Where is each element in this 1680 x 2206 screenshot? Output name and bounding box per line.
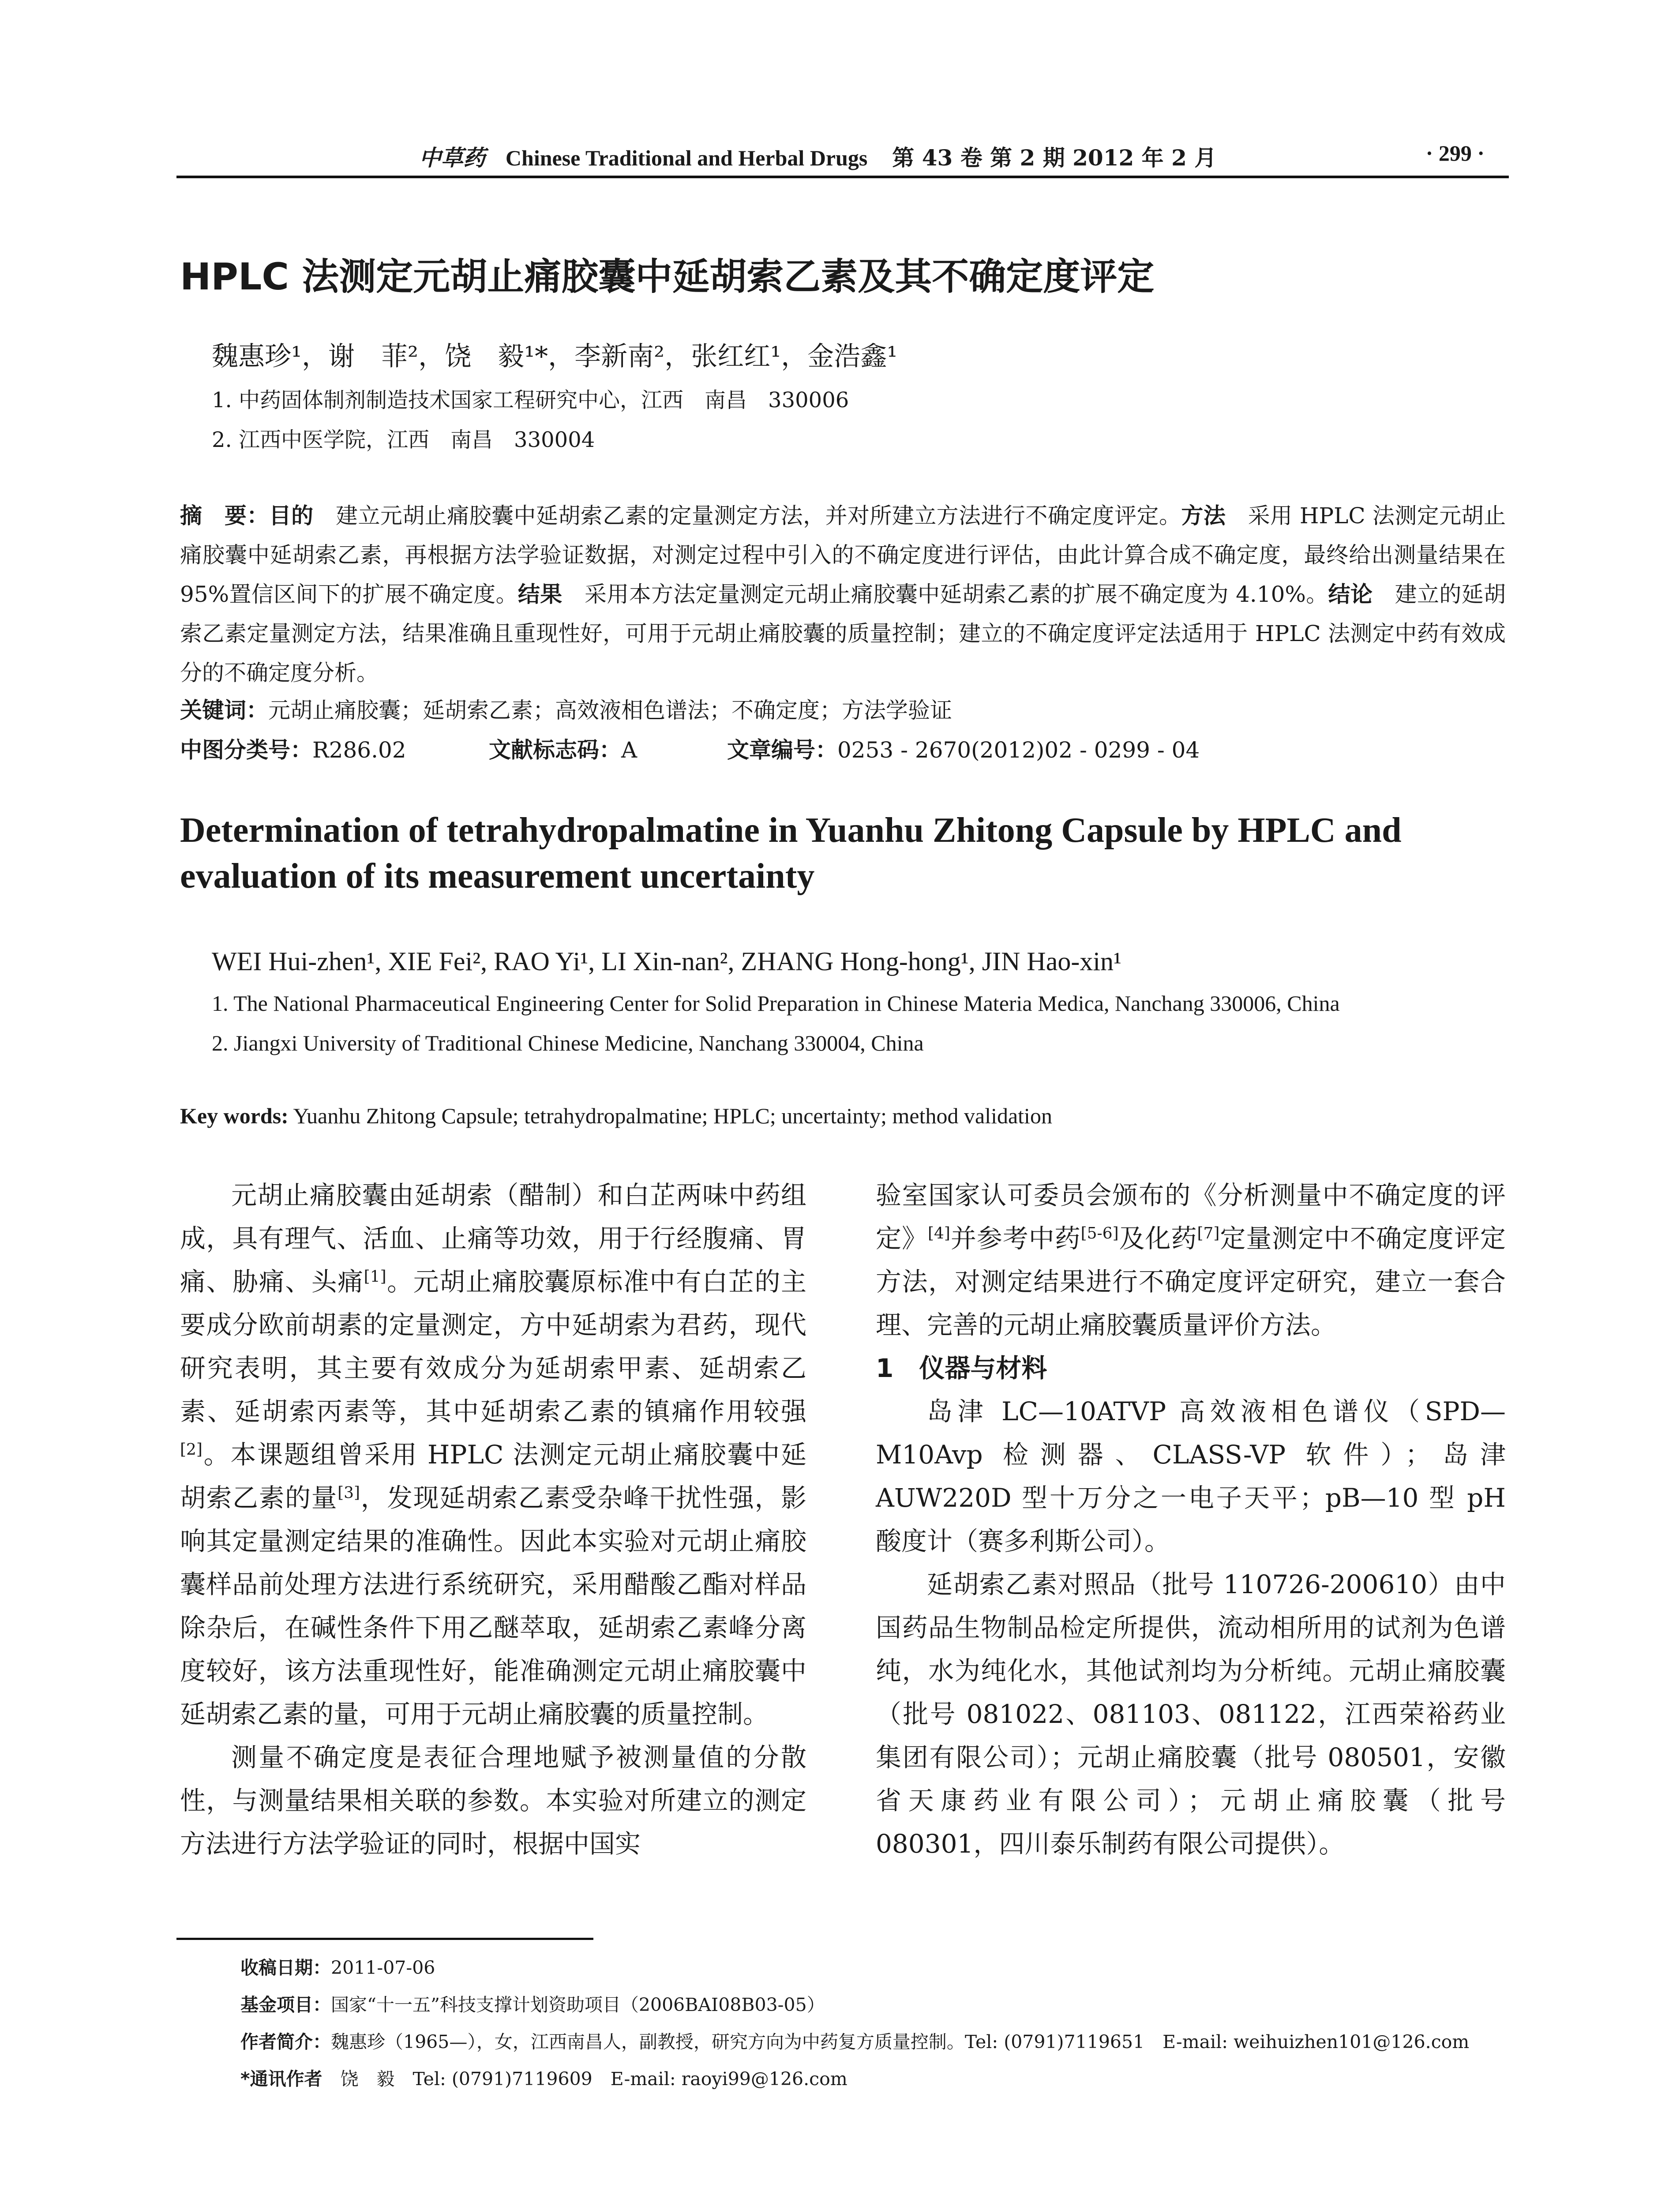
journal-line xyxy=(419,140,1216,172)
article-number-value: 0253 - 2670(2012)02 - 0299 - 04 xyxy=(837,737,1200,763)
doc-code-label: 文献标志码： xyxy=(489,737,621,763)
chinese-keywords xyxy=(180,693,952,724)
footnote-author: 作者简介：魏惠珍（1965—），女，江西南昌人，副教授，研究方向为中药复方质量控制。Tel: (0791)7119651 E-mail: weihuizhen101@126.com xyxy=(240,2031,1470,2052)
citation: [1] xyxy=(364,1268,386,1286)
body-left-column xyxy=(180,1174,806,1865)
article-number-label: 文章编号： xyxy=(727,737,837,763)
conclusion-label: 结论 xyxy=(1328,582,1373,607)
chinese-abstract xyxy=(180,496,1506,693)
clc-field xyxy=(180,732,406,764)
issue-info: 第 43 卷 第 2 期 2012 年 2 月 xyxy=(892,145,1217,171)
intro-paragraph-2-continued: 验室国家认可委员会颁布的《分析测量中不确定度的评定》[4]并参考中药[5-6]及化药[7]定量测定中不确定度评定方法，对测定结果进行不确定度评定研究，建立一套合理、完善的元胡止痛胶囊质量评价方法。 xyxy=(876,1180,1506,1340)
english-keywords-text: Yuanhu Zhitong Capsule; tetrahydropalmatine; HPLC; uncertainty; method validation xyxy=(293,1103,1052,1128)
running-header xyxy=(176,140,1509,171)
classification-line xyxy=(180,732,1506,763)
keywords-text: 元胡止痛胶囊；延胡索乙素；高效液相色谱法；不确定度；方法学验证 xyxy=(268,698,952,723)
purpose-label: 目的 xyxy=(269,503,314,529)
footnotes xyxy=(240,1949,1511,2097)
clc-label: 中图分类号： xyxy=(180,737,312,763)
abstract-label: 摘 要： xyxy=(180,503,269,529)
method-label: 方法 xyxy=(1181,503,1226,529)
chinese-affiliation-2: 2. 江西中医学院，江西 南昌 330004 xyxy=(212,428,595,452)
article-number-field xyxy=(727,732,1200,764)
citation: [4] xyxy=(927,1224,950,1243)
chinese-authors: 魏惠珍¹，谢 菲²，饶 毅¹*，李新南²，张红红¹，金浩鑫¹ xyxy=(212,341,898,372)
section-heading-1: 1 仪器与材料 xyxy=(876,1353,1047,1383)
citation: [5-6] xyxy=(1080,1224,1119,1243)
citation: [2] xyxy=(180,1441,202,1459)
chinese-affiliation-1: 1. 中药固体制剂制造技术国家工程研究中心，江西 南昌 330006 xyxy=(212,388,849,413)
english-affiliation-2: 2. Jiangxi University of Traditional Chinese Medicine, Nanchang 330004, China xyxy=(212,1031,924,1055)
body-right-column xyxy=(876,1174,1506,1865)
page-number: · 299 · xyxy=(1425,141,1485,165)
english-authors: WEI Hui-zhen¹, XIE Fei², RAO Yi¹, LI Xin-nan², ZHANG Hong-hong¹, JIN Hao-xin¹ xyxy=(212,947,1122,976)
footnote-rule xyxy=(176,1938,593,1940)
english-keywords xyxy=(180,1103,1052,1129)
footnote-corresponding: *通讯作者 饶 毅 Tel: (0791)7119609 E-mail: raoyi99@126.com xyxy=(240,2068,848,2090)
citation: [3] xyxy=(338,1484,360,1502)
footnote-received: 收稿日期：2011-07-06 xyxy=(240,1957,435,1978)
result-text: 采用本方法定量测定元胡止痛胶囊中延胡索乙素的扩展不确定度为 4.10%。 xyxy=(584,582,1328,607)
english-title: Determination of tetrahydropalmatine in Yuanhu Zhitong Capsule by HPLC and evaluation of its measurement uncertainty xyxy=(180,811,1402,896)
keywords-label: 关键词： xyxy=(180,698,268,723)
result-label: 结果 xyxy=(518,582,562,607)
english-keywords-label: Key words: xyxy=(180,1103,289,1128)
materials-paragraph: 延胡索乙素对照品（批号 110726-200610）由中国药品生物制品检定所提供，流动相所用的试剂为色谱纯，水为纯化水，其他试剂均为分析纯。元胡止痛胶囊（批号 081022、081103、081122，江西荣裕药业集团有限公司）；元胡止痛胶囊（批号 080501，安徽省天康药业有限公司）；元胡止痛胶囊（批号 080301，四川泰乐制药有限公司提供）。 xyxy=(876,1569,1506,1859)
journal-name-cn: 中草药 xyxy=(419,145,485,171)
conclusion-text: 建立的延胡索乙素定量测定方法，结果准确且重现性好，可用于元胡止痛胶囊的质量控制；建立的不确定度评定法适用于 HPLC 法测定中药有效成分的不确定度分析。 xyxy=(180,582,1506,686)
instruments-paragraph: 岛津 LC—10ATVP 高效液相色谱仪（SPD—M10Avp 检测器、CLASS-VP 软件）；岛津 AUW220D 型十万分之一电子天平；pB—10 型 pH 酸度计（赛多利斯公司）。 xyxy=(876,1396,1506,1556)
intro-paragraph-1: 元胡止痛胶囊由延胡索（醋制）和白芷两味中药组成，具有理气、活血、止痛等功效，用于行经腹痛、胃痛、胁痛、头痛[1]。元胡止痛胶囊原标准中有白芷的主要成分欧前胡素的定量测定，方中延胡索为君药，现代研究表明，其主要有效成分为延胡索甲素、延胡索乙素、延胡索丙素等，其中延胡索乙素的镇痛作用较强[2]。本课题组曾采用 HPLC 法测定元胡止痛胶囊中延胡索乙素的量[3]，发现延胡索乙素受杂峰干扰性强，影响其定量测定结果的准确性。因此本实验对元胡止痛胶囊样品前处理方法进行系统研究，采用醋酸乙酯对样品除杂后，在碱性条件下用乙醚萃取，延胡索乙素峰分离度较好，该方法重现性好，能准确测定元胡止痛胶囊中延胡索乙素的量，可用于元胡止痛胶囊的质量控制。 xyxy=(180,1180,806,1729)
footnote-fund: 基金项目：国家“十一五”科技支撑计划资助项目（2006BAI08B03-05） xyxy=(240,1994,825,2015)
purpose-text: 建立元胡止痛胶囊中延胡索乙素的定量测定方法，并对所建立方法进行不确定度评定。 xyxy=(336,503,1181,529)
doc-code-value: A xyxy=(621,737,638,763)
journal-name-en: Chinese Traditional and Herbal Drugs xyxy=(505,146,868,170)
chinese-title: HPLC 法测定元胡止痛胶囊中延胡索乙素及其不确定度评定 xyxy=(180,255,1155,298)
citation: [7] xyxy=(1197,1224,1220,1243)
english-affiliation-1: 1. The National Pharmaceutical Engineering Center for Solid Preparation in Chinese Materia Medica, Nanchang 330006, China xyxy=(212,991,1340,1016)
header-rule xyxy=(176,176,1509,178)
method-text: 采用 HPLC 法测定元胡止痛胶囊中延胡索乙素，再根据方法学验证数据，对测定过程中引入的不确定度进行评估，由此计算合成不确定度，最终给出测量结果在 95%置信区间下的扩展不确定度。 xyxy=(180,503,1506,607)
intro-paragraph-2: 测量不确定度是表征合理地赋予被测量值的分散性，与测量结果相关联的参数。本实验对所建立的测定方法进行方法学验证的同时，根据中国实 xyxy=(180,1742,806,1859)
doc-code-field xyxy=(489,732,637,764)
clc-value: R286.02 xyxy=(312,737,406,763)
